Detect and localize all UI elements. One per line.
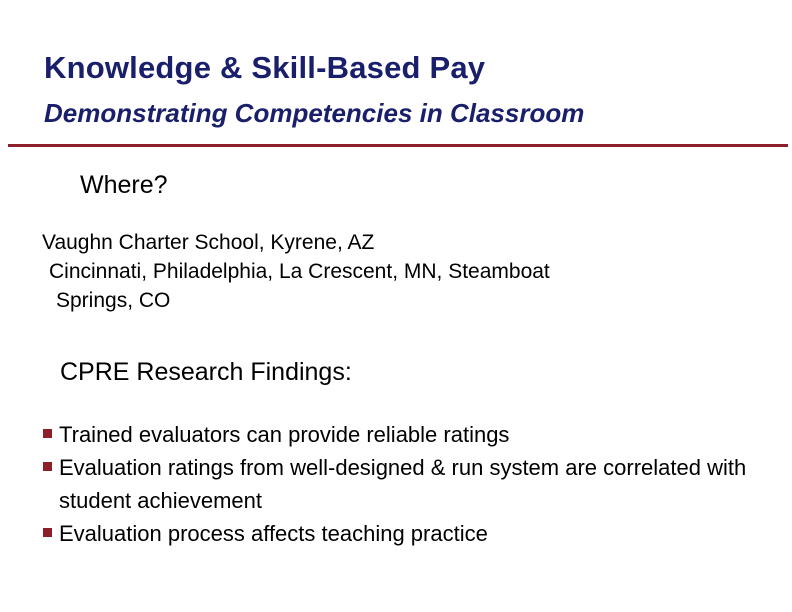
finding-text: Evaluation ratings from well-designed & run system are correlated with student achievement bbox=[59, 455, 747, 513]
square-bullet-icon bbox=[43, 429, 52, 438]
where-heading: Where? bbox=[80, 171, 168, 199]
findings-list-item bbox=[42, 451, 782, 517]
location-line: Springs, CO bbox=[56, 289, 171, 312]
findings-list-item bbox=[42, 517, 782, 550]
location-line: Vaughn Charter School, Kyrene, AZ bbox=[42, 231, 375, 254]
slide-subtitle: Demonstrating Competencies in Classroom bbox=[44, 98, 585, 128]
slide-title: Knowledge & Skill-Based Pay bbox=[44, 50, 486, 85]
findings-list-item bbox=[42, 418, 782, 451]
square-bullet-icon bbox=[43, 462, 52, 471]
findings-heading: CPRE Research Findings: bbox=[60, 358, 352, 386]
square-bullet-icon bbox=[43, 528, 52, 537]
finding-text: Trained evaluators can provide reliable ratings bbox=[59, 422, 510, 447]
finding-text: Evaluation process affects teaching practice bbox=[59, 521, 488, 546]
location-line: Cincinnati, Philadelphia, La Crescent, MN, Steamboat bbox=[49, 260, 550, 283]
title-divider bbox=[8, 144, 788, 147]
findings-list bbox=[42, 418, 782, 550]
locations-text bbox=[42, 228, 550, 315]
